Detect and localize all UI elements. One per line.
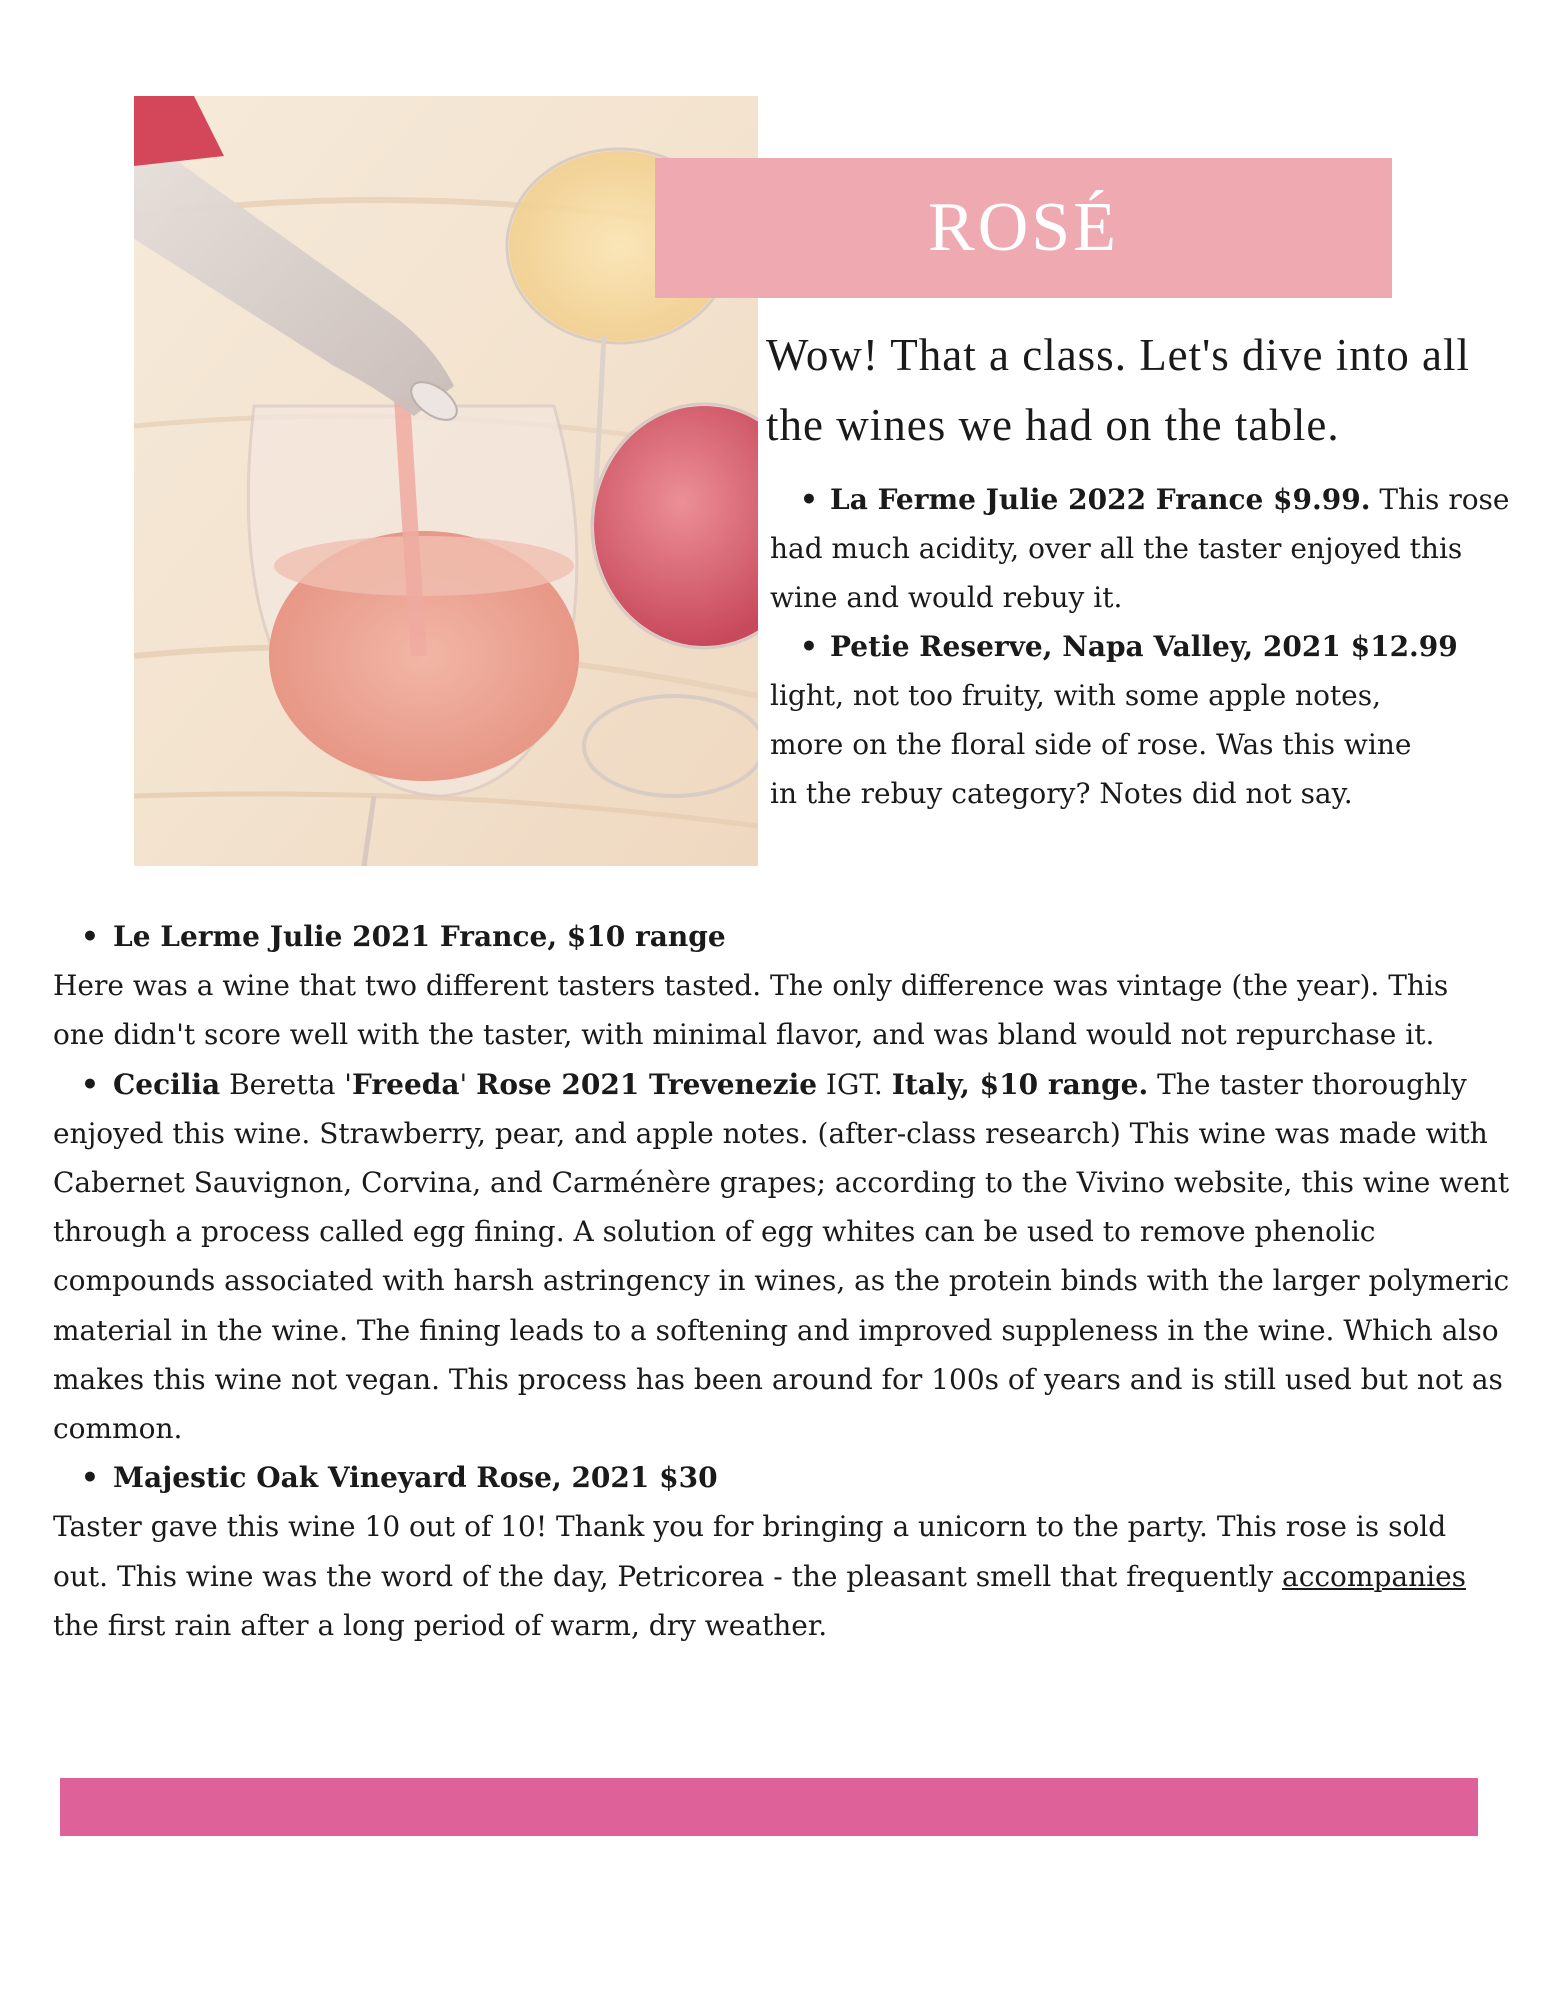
wine-name: La Ferme Julie 2022 France $9.99. [830, 483, 1371, 516]
bullet-icon: • [81, 1067, 99, 1101]
wine-notes: enjoyed this wine. Strawberry, pear, and apple notes. (after-class research) This wine was made with Cabernet Sauvignon, Corvina, and Carménère grapes; according to the Vivino website, this wine went through a process called egg fining. A solution of egg whites can be used to remove phenolic compounds associated with harsh astringency in wines, as the protein binds with the larger polymeric material in the wine. The fining leads to a softening and improved suppleness in the wine. Which also makes this wine not vegan. This process has been around for 100s of years and is still used but not as common. [53, 1116, 1510, 1446]
bullet-icon: • [800, 483, 818, 516]
wine-name-part: IGT. [817, 1067, 892, 1101]
footer-bar [60, 1778, 1478, 1836]
underlined-word: accompanies [1282, 1559, 1467, 1593]
wine-notes: light, not too fruity, with some apple notes, more on the floral side of rose. Was this wine in the rebuy category? Notes did not say. [770, 679, 1412, 810]
wine-notes-text: the first rain after a long period of warm, dry weather. [53, 1608, 828, 1642]
wine-notes-text: Taster gave this wine 10 out of 10! Thank you for bringing a unicorn to the party. This rose is sold out. This wine was the word of the day, Petricorea - the pleasant smell that frequently [53, 1510, 1447, 1593]
intro-text: Wow! That a class. Let's dive into all the wines we had on the table. [766, 330, 1470, 450]
list-item [770, 622, 1530, 671]
wine-notes: had much acidity, over all the taster enjoyed this wine and would rebuy it. [770, 532, 1463, 614]
wine-name-part: Freeda [352, 1067, 460, 1101]
wine-name-part: ' [459, 1067, 477, 1101]
list-item [53, 912, 1513, 961]
wine-list-top [770, 475, 1530, 818]
bullet-icon: • [81, 920, 99, 953]
wine-name: Majestic Oak Vineyard Rose, 2021 $30 [113, 1461, 718, 1495]
wine-name: Le Lerme Julie 2021 France, $10 range [113, 920, 726, 953]
title-banner [655, 158, 1392, 298]
wine-name: Petie Reserve, Napa Valley, 2021 $12.99 [830, 630, 1458, 663]
list-item [53, 1060, 1513, 1109]
wine-name-part: Rose 2021 Trevenezie [476, 1067, 818, 1101]
wine-name-part: Italy, $10 range. [891, 1067, 1149, 1101]
wine-notes: The taster thoroughly [1148, 1067, 1467, 1101]
wine-name-part: Cecilia [113, 1067, 221, 1101]
wine-name-part: Beretta ' [220, 1067, 352, 1101]
wine-notes [53, 1502, 1493, 1650]
list-item [770, 475, 1530, 524]
list-item [53, 1453, 1513, 1502]
wine-notes: This rose [1370, 483, 1510, 516]
bullet-icon: • [81, 1461, 99, 1495]
wine-list-bottom [53, 912, 1513, 1650]
bullet-icon: • [800, 630, 818, 663]
wine-notes: Here was a wine that two different tasters tasted. The only difference was vintage (the year). This one didn't score well with the taster, with minimal flavor, and was bland would not repurchase it. [53, 969, 1449, 1052]
page-title: ROSÉ [928, 189, 1119, 266]
